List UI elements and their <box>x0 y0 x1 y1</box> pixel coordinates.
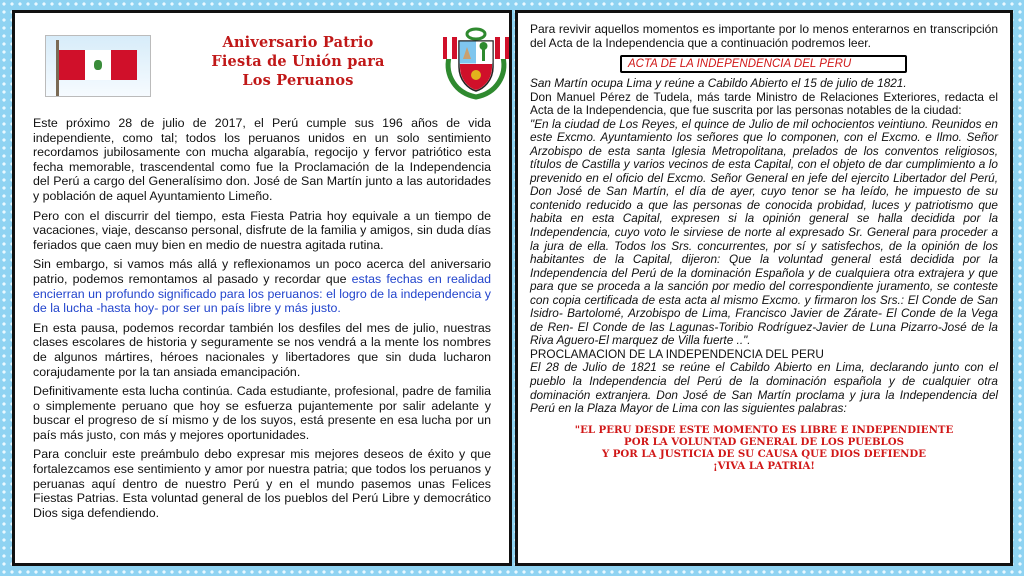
paragraph-5: Definitivamente esta lucha continúa. Cada estudiante, profesional, padre de familia o simplemente peruano que hoy se esfuerza pujantemente por salir adelante y buscar el progreso de sí mismo y de los suyos, está presente en esa lucha por un país más justo, con más y mejores oportunidades. <box>33 384 491 442</box>
acta-title: ACTA DE LA INDEPENDENCIA DEL PERU <box>620 55 907 73</box>
left-panel <box>12 10 512 566</box>
peru-coat-of-arms-icon <box>441 27 511 101</box>
proclamation-line-2: POR LA VOLUNTAD GENERAL DE LOS PUEBLOS <box>624 435 904 448</box>
title-line-1: Aniversario Patrio <box>222 34 374 51</box>
proclamation-quote <box>530 424 998 472</box>
page-title <box>183 33 413 90</box>
paragraph-3 <box>33 257 491 315</box>
paragraph-6: Para concluir este preámbulo debo expresar mis mejores deseos de éxito y que fortalezcamos ese sentimiento y amor por nuestra patria; que todos los peruanos y peruanas aquí dentro de nuestro Perú y en el mundo pasemos unas Felices Fiestas Patrias. Esta voluntad general de los pueblos del Perú Libre y democrático Dios siga defendiendo. <box>33 447 491 520</box>
acta-body <box>530 77 998 416</box>
acta-paragraph-2: Don Manuel Pérez de Tudela, más tarde Ministro de Relaciones Exteriores, redacta el Acta de la Independencia, que fue suscrita por las personas notables de la ciudad: <box>530 89 998 118</box>
title-line-2: Fiesta de Unión para <box>211 53 385 70</box>
paragraph-2: Pero con el discurrir del tiempo, esta Fiesta Patria hoy equivale a un tiempo de vacaciones, viaje, descanso personal, disfrute de la familia y amigos, sin duda días feriados que caen muy bien en medio de nuestra agitada rutina. <box>33 208 491 252</box>
intro-text: Para revivir aquellos momentos es importante por lo menos enterarnos en transcripción del Acta de la Independencia que a continuación podremos leer. <box>530 22 998 50</box>
proclamation-heading: PROCLAMACION DE LA INDEPENDENCIA DEL PERU <box>530 346 824 361</box>
peru-flag-icon <box>45 35 151 97</box>
left-header <box>33 25 491 110</box>
proclamation-line-1: "EL PERU DESDE ESTE MOMENTO ES LIBRE E INDEPENDIENTE <box>574 423 954 436</box>
proclamation-line-3: Y POR LA JUSTICIA DE SU CAUSA QUE DIOS DEFIENDE <box>601 447 927 460</box>
proclamation-line-4: ¡VIVA LA PATRIA! <box>713 459 815 472</box>
paragraph-4: En esta pausa, podemos recordar también los desfiles del mes de julio, nuestras clases escolares de historia y seguramente se nos vendrá a la mente los nombres de algunos mártires, héroes nacionales y libertadores que sin duda lucharon corajudamente por la tan ansiada emancipación. <box>33 320 491 379</box>
paragraph-3-text: Sin embargo, si vamos más allá y reflexionamos un poco acerca del aniversario patrio, podemos remontamos al pasado y recordar que <box>33 257 491 286</box>
left-article <box>33 116 491 520</box>
acta-paragraph-1: San Martín ocupa Lima y reúne a Cabildo Abierto el 15 de julio de 1821. <box>530 76 907 90</box>
paragraph-1: Este próximo 28 de julio de 2017, el Perú cumple sus 196 años de vida independiente, como tal; todos los peruanos unidos en un solo sentimiento recordamos jubilosamente con mucha algarabía, regocijo y fervor patriótico esta fecha memorable, trascendental como fue la Proclamación de la Independencia del Perú a cargo del Generalísimo don. José de San Martín junto a las autoridades y población de aquel Ayuntamiento Limeño. <box>33 116 491 203</box>
title-line-3: Los Peruanos <box>242 72 354 89</box>
acta-quote: "En la ciudad de Los Reyes, el quince de Julio de mil ochocientos veintiuno. Reunidos en este Excmo. Ayuntamiento los señores que lo componen, con el Excmo. e Ilmo. Señor Arzobispo de esta santa Iglesia Metropolitana, prelados de los conventos religiosos, títulos de Castilla y varios vecinos de esta Capital, con el objeto de dar cumplimiento a lo prevenido en el oficio del Excmo. Señor General en jefe del ejercito Libertador del Perú, Don José de San Martín, el día de ayer, cuyo tenor se ha leído, he impuesto de su contenido reducido a que las personas de conocida probidad, luces y patriotismo que habita en esta Capital, expresen si la opinión general se halla decidida por la Independencia, cuyo voto le sirviese de norte al expresado Sr. General para proceder a la jura de ella. Todos los Srs. concurrentes, por sí y satisfechos, de la opinión de los habitantes de la Capital, dijeron: Que la voluntad general está decidida por la Independencia del Perú de la dominación Española y de cualquiera otra extrajera y que para que se proceda a la sanción por medio del correspondiente juramento, se conteste con copia certificada de esta acta al mismo Excmo. y firmaron los Srs.: El Conde de San Isidro- Bartolomé, Arzobispo de Lima, Francisco Javier de Zárate- El Conde de la Vega de Ren- El Conde de las Lagunas-Toribio Rodríguez-Javier de Luna Pizarro-José de la Riva Aguero-El marquez de Villa fuerte ..". <box>530 116 998 348</box>
right-panel <box>515 10 1013 566</box>
proclamation-paragraph: El 28 de Julio de 1821 se reúne el Cabildo Abierto en Lima, declarando junto con el pueblo la Independencia del Perú de la dominación española y de cualquier otra dominación extranjera. Don José de San Martín proclama y jura la Independencia del Perú en la Plaza Mayor de Lima con las siguientes palabras: <box>530 360 998 416</box>
paragraph-3-highlight: estas fechas en realidad encierran un profundo significado para los peruanos: el logro de la independencia y de la lucha -hasta hoy- por ser un país libre y más justo. <box>33 271 491 316</box>
